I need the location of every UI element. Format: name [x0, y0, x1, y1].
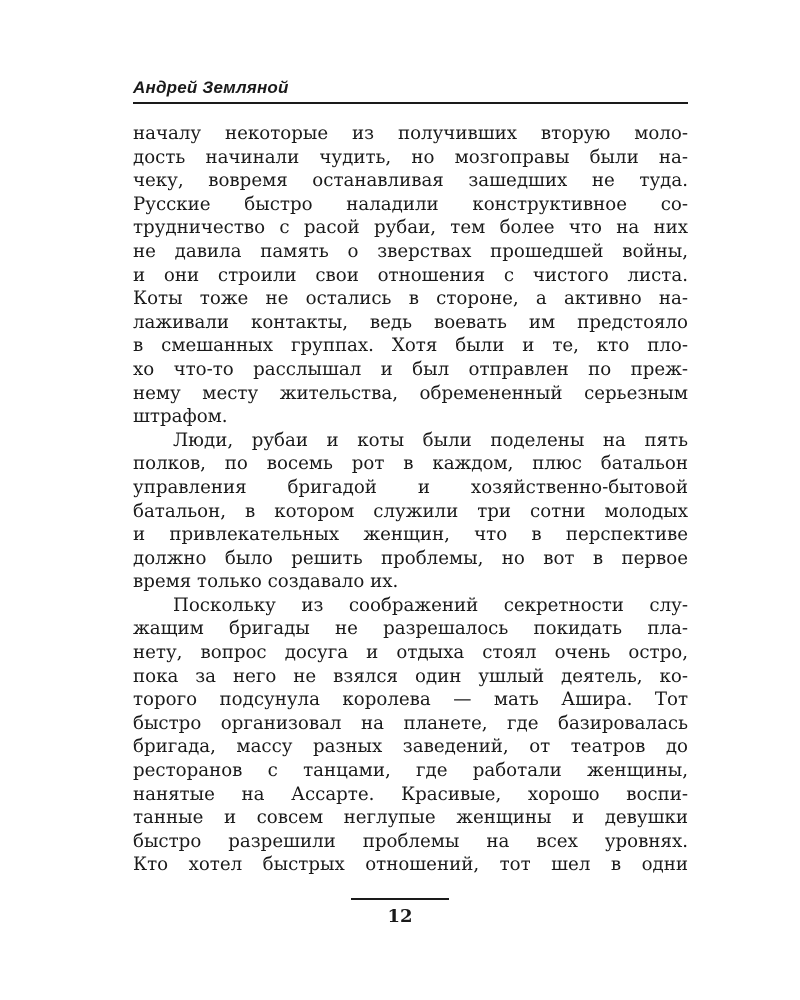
text-line: жащим бригады не разрешалось покидать пла-: [133, 618, 688, 640]
text-line: управления бригадой и хозяйственно-бытовой: [133, 476, 688, 498]
text-line: хо что-то расслышал и был отправлен по преж-: [133, 358, 688, 380]
text-line: не давила память о зверствах прошедшей войны,: [133, 240, 688, 262]
text-line: полков, по восемь рот в каждом, плюс батальон: [133, 453, 688, 475]
running-header: [133, 78, 688, 104]
text-line: Люди, рубаи и коты были поделены на пять: [173, 429, 688, 451]
page-footer: [0, 898, 800, 927]
text-line: и они строили свои отношения с чистого листа.: [133, 264, 688, 286]
text-line: нанятые на Ассарте. Красивые, хорошо воспи-: [133, 783, 688, 805]
text-line: дость начинали чудить, но мозгоправы были на-: [133, 146, 688, 168]
page-number: 12: [387, 906, 413, 927]
text-line: трудничество с расой рубаи, тем более что на них: [133, 217, 688, 239]
text-line: началу некоторые из получивших вторую моло-: [133, 123, 688, 144]
text-line: нету, вопрос досуга и отдыха стоял очень остро,: [133, 642, 688, 664]
text-line: танные и совсем неглупые женщины и девушки: [133, 807, 688, 829]
text-line: ресторанов с танцами, где работали женщины,: [133, 760, 688, 782]
text-line: Кто хотел быстрых отношений, тот шел в одни: [133, 854, 688, 876]
text-line: бригада, массу разных заведений, от театров до: [133, 736, 688, 758]
text-line: нему месту жительства, обремененный серьезным: [133, 382, 688, 404]
text-line: лаживали контакты, ведь воевать им предстояло: [133, 311, 688, 333]
text-line: в смешанных группах. Хотя были и те, кто пло-: [133, 335, 688, 357]
text-line: чеку, вовремя останавливая зашедших не туда.: [133, 170, 688, 192]
text-line: штрафом.: [133, 406, 228, 428]
text-line: торого подсунула королева — мать Ашира. Тот: [133, 689, 688, 711]
footer-rule: [351, 898, 449, 900]
text-line: пока за него не взялся один ушлый деятель, ко-: [133, 665, 688, 687]
author-name: Андрей Земляной: [133, 78, 289, 97]
page-body: [133, 122, 688, 877]
text-line: Русские быстро наладили конструктивное со-: [133, 193, 688, 215]
text-line: время только создавало их.: [133, 571, 399, 593]
text-line: должно было решить проблемы, но вот в первое: [133, 547, 688, 569]
text-line: батальон, в котором служили три сотни молодых: [133, 500, 688, 522]
text-line: и привлекательных женщин, что в перспективе: [133, 524, 688, 546]
text-line: быстро разрешили проблемы на всех уровнях.: [133, 830, 688, 852]
text-line: Коты тоже не остались в стороне, а активно на-: [133, 288, 688, 310]
text-line: Поскольку из соображений секретности слу-: [173, 594, 688, 616]
text-line: быстро организовал на планете, где базировалась: [133, 712, 688, 734]
